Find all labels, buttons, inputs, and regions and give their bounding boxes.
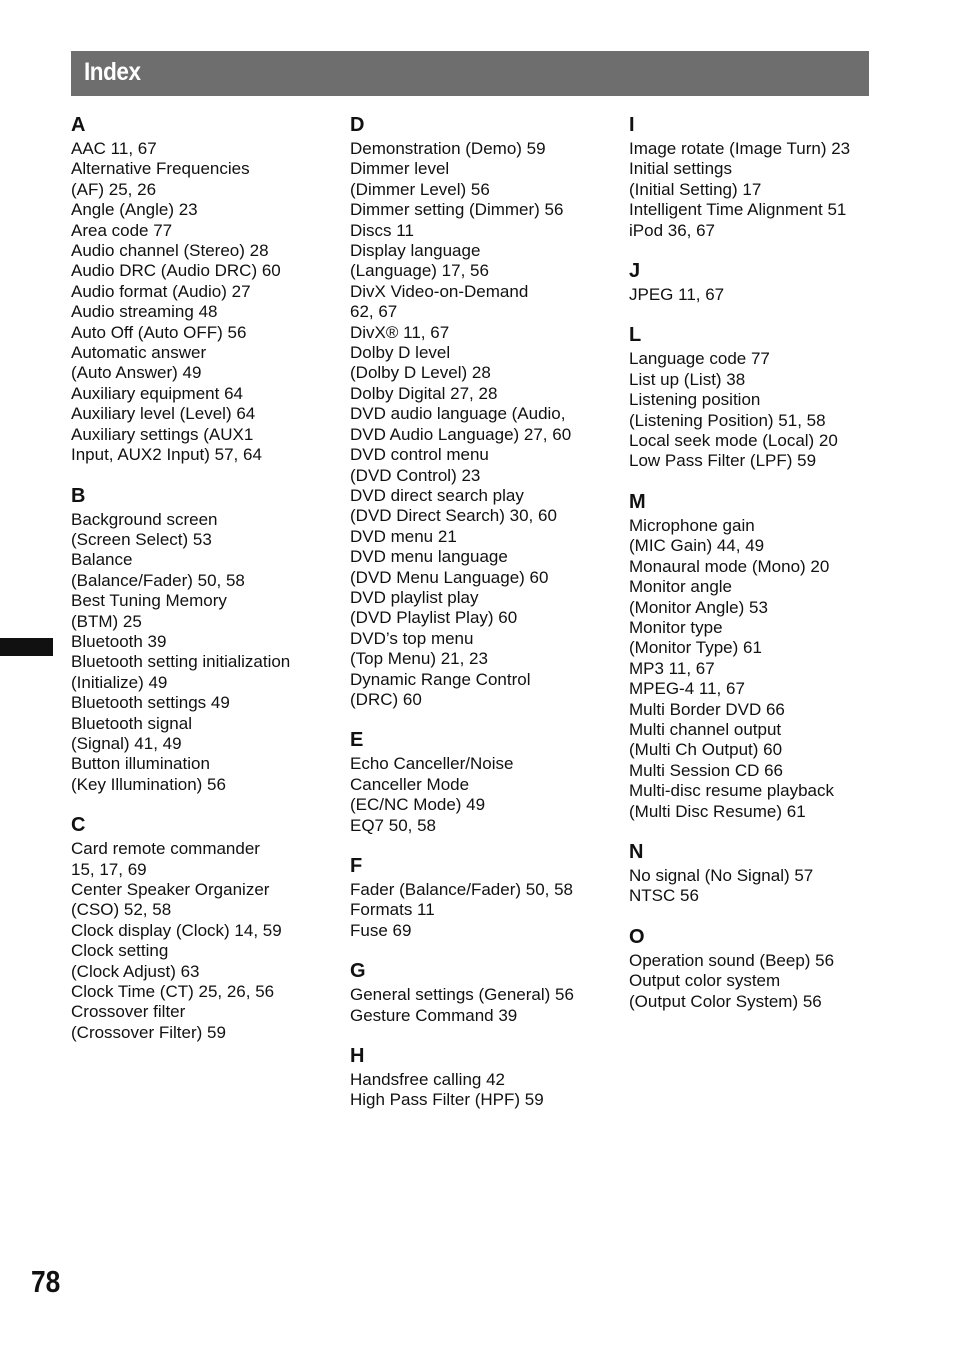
- index-entry: Dolby Digital 27, 28: [350, 383, 498, 403]
- index-section: [629, 258, 891, 305]
- index-entry: Dolby D level: [350, 343, 451, 363]
- index-entry: Bluetooth settings 49: [71, 693, 230, 713]
- section-letter: E: [350, 729, 364, 752]
- index-entry: Clock display (Clock) 14, 59: [71, 920, 282, 940]
- index-entry: (CSO) 52, 58: [71, 900, 172, 920]
- index-entry: (Clock Adjust) 63: [71, 961, 200, 981]
- index-section: [629, 322, 891, 471]
- index-entry: 62, 67: [350, 302, 398, 322]
- index-entry: NTSC 56: [629, 886, 699, 906]
- index-entry: DVD direct search play: [350, 485, 524, 505]
- section-letter: D: [350, 114, 365, 136]
- index-entry: AAC 11, 67: [71, 139, 157, 158]
- index-section: [629, 489, 891, 822]
- index-entry: Echo Canceller/Noise: [350, 754, 514, 774]
- index-entry: Bluetooth 39: [71, 631, 167, 651]
- index-entry: (DRC) 60: [350, 689, 422, 709]
- index-entry: DVD menu 21: [350, 526, 457, 546]
- index-entry: DVD control menu: [350, 445, 489, 465]
- index-entry: (DVD Control) 23: [350, 465, 481, 485]
- index-entry: Language code 77: [629, 349, 770, 369]
- index-entry: (Balance/Fader) 50, 58: [71, 570, 245, 590]
- index-entry: iPod 36, 67: [629, 220, 716, 240]
- index-entry: (MIC Gain) 44, 49: [629, 536, 765, 556]
- index-entry: Area code 77: [71, 220, 173, 240]
- index-entry: Auxiliary level (Level) 64: [71, 404, 256, 424]
- index-entry: (Auto Answer) 49: [71, 363, 202, 383]
- index-entry: (Listening Position) 51, 58: [629, 410, 826, 430]
- index-entry: Multi Session CD 66: [629, 760, 784, 780]
- index-entry: Multi channel output: [629, 719, 782, 739]
- index-entry: Fuse 69: [350, 920, 412, 940]
- index-entry: Output color system: [629, 971, 781, 991]
- section-letter: G: [350, 960, 366, 983]
- index-entry: Auto Off (Auto OFF) 56: [71, 322, 247, 342]
- index-entry: Clock setting: [71, 941, 169, 961]
- index-entry: Dimmer setting (Dimmer) 56: [350, 200, 564, 220]
- index-entry: Dimmer level: [350, 159, 450, 179]
- index-entry: (Screen Select) 53: [71, 529, 212, 549]
- index-section: [350, 1043, 612, 1111]
- index-entry: List up (List) 38: [629, 369, 746, 389]
- index-entry: Audio channel (Stereo) 28: [71, 241, 269, 261]
- index-entry: Microphone gain: [629, 515, 755, 535]
- index-entry: (Dolby D Level) 28: [350, 363, 491, 383]
- index-entry: Discs 11: [350, 220, 414, 240]
- index-section: [350, 958, 612, 1026]
- index-entry: General settings (General) 56: [350, 985, 574, 1005]
- index-entry: 15, 17, 69: [71, 859, 147, 879]
- index-entry: Canceller Mode: [350, 774, 470, 794]
- index-entry: (DVD Menu Language) 60: [350, 567, 549, 587]
- section-letter: L: [629, 324, 642, 347]
- index-entry: Crossover filter: [71, 1002, 186, 1022]
- section-tab-marker: [0, 638, 53, 656]
- section-letter: M: [629, 490, 646, 513]
- index-entry: DVD playlist play: [350, 587, 479, 607]
- index-entry: MPEG-4 11, 67: [629, 679, 745, 699]
- index-column: [71, 112, 333, 1060]
- index-section: [71, 112, 333, 466]
- section-letter: J: [629, 260, 641, 283]
- index-entry: Balance: [71, 550, 133, 570]
- index-entry: (EC/NC Mode) 49: [350, 795, 486, 815]
- section-letter: A: [71, 114, 86, 136]
- section-letter: F: [350, 855, 363, 877]
- index-entry: Multi Border DVD 66: [629, 699, 785, 719]
- page-number: 78: [31, 1264, 61, 1299]
- index-entry: Monitor angle: [629, 577, 733, 597]
- index-entry: Best Tuning Memory: [71, 591, 227, 611]
- index-entry: Display language: [350, 241, 481, 261]
- section-letter: B: [71, 484, 86, 507]
- section-letter: O: [629, 925, 645, 948]
- index-entry: No signal (No Signal) 57: [629, 865, 814, 885]
- index-entry: (Multi Ch Output) 60: [629, 740, 783, 760]
- index-entry: Monaural mode (Mono) 20: [629, 556, 830, 576]
- index-entry: (Initialize) 49: [71, 672, 168, 692]
- index-entry: (Initial Setting) 17: [629, 179, 762, 199]
- index-entry: Multi-disc resume playback: [629, 781, 835, 801]
- index-entry: Gesture Command 39: [350, 1005, 518, 1025]
- index-section: [350, 727, 612, 836]
- index-section: [350, 853, 612, 941]
- index-entry: (Key Illumination) 56: [71, 774, 226, 794]
- index-title-bar: [71, 51, 869, 96]
- index-section: [629, 839, 891, 907]
- index-entry: Button illumination: [71, 754, 210, 774]
- index-entry: Handsfree calling 42: [350, 1070, 505, 1090]
- index-entry: (DVD Playlist Play) 60: [350, 608, 518, 628]
- section-letter: C: [71, 814, 86, 837]
- index-entry: Automatic answer: [71, 343, 207, 363]
- index-entry: Audio format (Audio) 27: [71, 281, 251, 301]
- index-entry: Local seek mode (Local) 20: [629, 431, 838, 451]
- index-entry: High Pass Filter (HPF) 59: [350, 1090, 544, 1110]
- index-entry: (Monitor Type) 61: [629, 638, 762, 658]
- index-entry: (Output Color System) 56: [629, 991, 822, 1011]
- index-entry: JPEG 11, 67: [629, 285, 725, 305]
- index-entry: Listening position: [629, 390, 761, 410]
- index-entry: MP3 11, 67: [629, 658, 715, 678]
- index-entry: Low Pass Filter (LPF) 59: [629, 451, 817, 471]
- index-entry: (Multi Disc Resume) 61: [629, 801, 806, 821]
- page-title: Index: [84, 58, 141, 86]
- index-entry: DVD’s top menu: [350, 628, 474, 648]
- index-entry: Monitor type: [629, 617, 723, 637]
- index-entry: Bluetooth signal: [71, 713, 192, 733]
- index-entry: Auxiliary equipment 64: [71, 383, 243, 403]
- index-entry: (DVD Direct Search) 30, 60: [350, 506, 557, 526]
- index-entry: (Signal) 41, 49: [71, 733, 182, 753]
- section-letter: H: [350, 1045, 365, 1068]
- index-entry: Formats 11: [350, 900, 435, 920]
- index-entry: Fader (Balance/Fader) 50, 58: [350, 880, 574, 899]
- index-entry: DivX Video-on-Demand: [350, 281, 529, 301]
- index-entry: Auxiliary settings (AUX1: [71, 424, 254, 444]
- index-entry: Audio DRC (Audio DRC) 60: [71, 261, 281, 281]
- index-entry: DVD menu language: [350, 547, 508, 567]
- index-section: [350, 112, 612, 710]
- index-section: [629, 112, 891, 241]
- index-entry: Intelligent Time Alignment 51: [629, 200, 847, 220]
- index-column: [350, 112, 612, 1128]
- index-entry: Operation sound (Beep) 56: [629, 950, 835, 970]
- index-entry: Image rotate (Image Turn) 23: [629, 139, 851, 158]
- index-entry: (Dimmer Level) 56: [350, 179, 490, 199]
- index-entry: Angle (Angle) 23: [71, 200, 198, 220]
- index-entry: Alternative Frequencies: [71, 159, 250, 179]
- index-entry: Demonstration (Demo) 59: [350, 139, 546, 158]
- index-entry: (AF) 25, 26: [71, 179, 157, 199]
- index-section: [629, 924, 891, 1012]
- index-entry: (BTM) 25: [71, 611, 142, 631]
- index-entry: DVD Audio Language) 27, 60: [350, 424, 572, 444]
- index-entry: Bluetooth setting initialization: [71, 652, 291, 672]
- index-entry: (Top Menu) 21, 23: [350, 649, 488, 669]
- index-entry: Initial settings: [629, 159, 732, 179]
- section-letter: N: [629, 840, 644, 863]
- index-entry: (Language) 17, 56: [350, 261, 489, 281]
- index-entry: Input, AUX2 Input) 57, 64: [71, 445, 262, 465]
- index-entry: Audio streaming 48: [71, 302, 218, 322]
- index-entry: (Monitor Angle) 53: [629, 597, 768, 617]
- index-section: [71, 812, 333, 1043]
- index-section: [71, 483, 333, 796]
- index-entry: Center Speaker Organizer: [71, 880, 270, 899]
- index-column: [629, 112, 891, 1029]
- index-entry: Dynamic Range Control: [350, 669, 531, 689]
- index-entry: Background screen: [71, 509, 218, 529]
- index-entry: Clock Time (CT) 25, 26, 56: [71, 982, 275, 1002]
- index-entry: Card remote commander: [71, 839, 260, 859]
- index-entry: (Crossover Filter) 59: [71, 1022, 226, 1042]
- index-entry: EQ7 50, 58: [350, 815, 437, 835]
- index-entry: DVD audio language (Audio,: [350, 404, 566, 424]
- index-entry: DivX® 11, 67: [350, 322, 450, 342]
- section-letter: I: [629, 114, 635, 136]
